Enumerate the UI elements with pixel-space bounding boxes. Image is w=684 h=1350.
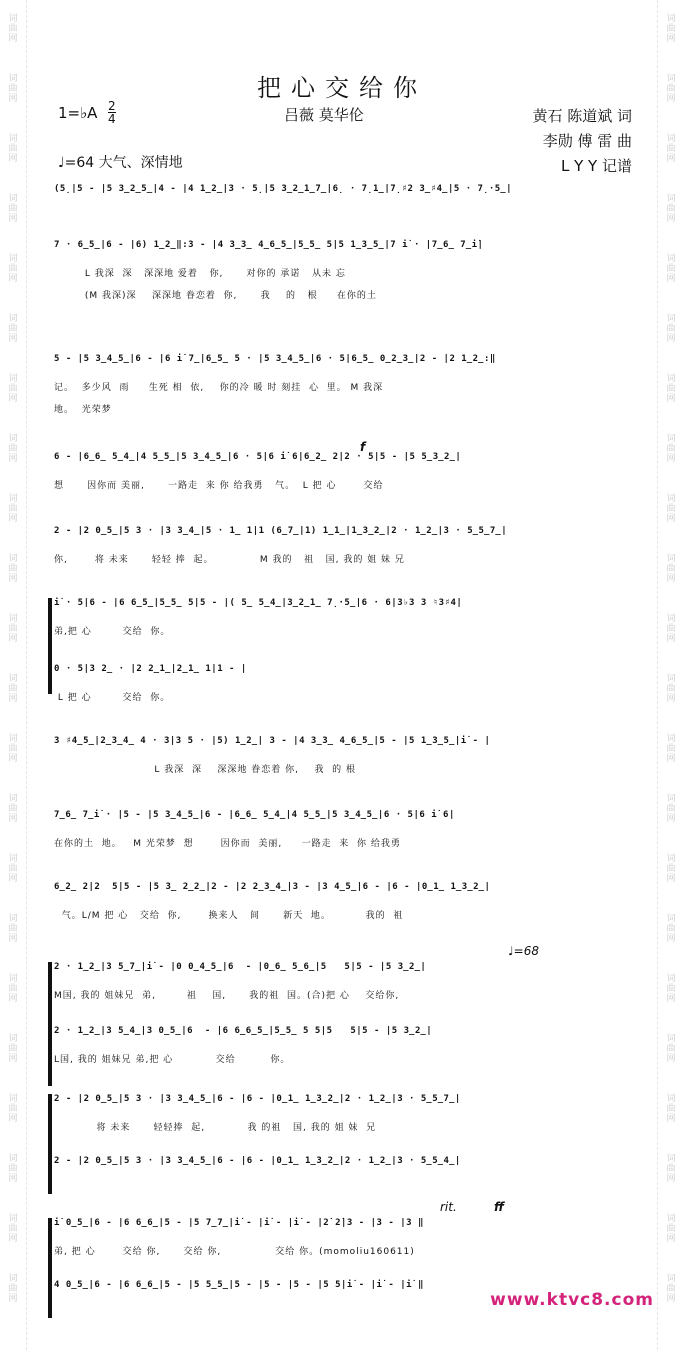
watermark-text: 词 曲 网 [666,1154,676,1184]
notation-line: 6̲2̲ 2|2 5|5 - |5 3̲ 2̲2̲|2 - |2 2̲3̲4̲|3 - |3 4̲5̲|6 - |6 - |0̲1̲ 1̲3̲2̲| [54,882,491,892]
composer: 李勋 傅 雷 曲 [542,132,632,150]
singers: 吕薇 莫华伦 [284,106,364,124]
score-system [54,526,644,574]
watermark-left [0,0,27,1350]
watermark-text: 词 曲 网 [8,1154,18,1184]
lyric-line: (M 我深)深 深深地 眷恋着 你, 我 的 根 在你的土 [54,291,377,301]
score-system [54,240,644,310]
score-system [54,1026,644,1074]
lyric-line: 记。 多少风 雨 生死 相 依, 你的冷 暖 时 刻挂 心 里。 M 我深 [54,383,384,393]
notation-line: 2 - |2 0̲5̲|5 3 · |3 3̲4̲5̲|6 - |6 - |0̲1̲ 1̲3̲2̲|2 · 1̲2̲|3 · 5̲5̲4̲| [54,1156,461,1166]
score-system [54,810,644,858]
notation-line: 2 - |2 0̲5̲|5 3 · |3 3̲4̲|5 · 1̲ 1|1 (6̲7̲|1) 1̲1̲|1̲3̲2̲|2 · 1̲2̲|3 · 5̲5̲7̲| [54,526,508,536]
watermark-text: 词 曲 网 [666,914,676,944]
system-bracket [48,962,52,1086]
watermark-text: 词 曲 网 [666,1094,676,1124]
notation-line: 6 - |6̲6̲ 5̲4̲|4 5̲5̲|5 3̲4̲5̲|6 · 5|6 i̇ 6|6̲2̲ 2|2 · 5|5 - |5 5̲3̲2̲| [54,452,462,462]
notation-line: 7 · 6̲5̲|6 - |6) 1̲2̲‖:3 - |4 3̲3̲ 4̲6̲5̲|5̲5̲ 5|5 1̲3̲5̲|7 i̇ · |7̲6̲ 7̲i̇| [54,240,484,250]
system-bracket [48,1218,52,1318]
notation-line: (5̣|5 - |5 3̲2̲5̲|4 - |4 1̲2̲|3 · 5̣|5 3̲2̲1̲7̲|6̣ · 7̣1̲|7̣♯2 3̲♯4̲|5 · 7̣·5̲| [54,184,513,194]
watermark-text: 词 曲 网 [666,74,676,104]
lyric-line: 想 因你而 美丽, 一路走 来 你 给我勇 气。 L 把 心 交给 [54,481,384,491]
watermark-text: 词 曲 网 [8,734,18,764]
watermark-text: 词 曲 网 [666,194,676,224]
watermark-text: 词 曲 网 [666,554,676,584]
notation-line: i̇ · 5|6 - |6 6̲5̲|5̲5̲ 5|5 - |( 5̲ 5̲4̲|3̲2̲1̲ 7̣·5̲|6 · 6|3♭3 3 ♮3♯4| [54,598,463,608]
watermark-text: 词 曲 网 [666,1274,676,1304]
watermark-text: 词 曲 网 [8,554,18,584]
ff-marking: ff [494,1200,504,1214]
watermark-text: 词 曲 网 [666,134,676,164]
credits [508,104,632,179]
lyric-line: 将 未来 轻轻捧 起, 我 的祖 国, 我的 姐 妹 兄 [54,1123,377,1133]
lyric-line: L 把 心 交给 你。 [54,693,171,703]
lyric-line: M国, 我的 姐妹兄 弟, 祖 国, 我的祖 国。(合)把 心 交给你, [54,991,400,1001]
score-system [54,962,644,1010]
score-system [54,1156,644,1182]
time-top: 2 [108,99,116,113]
lyric-line: 弟,把 心 交给 你。 [54,627,171,637]
song-title: 把心交给你 [257,74,427,102]
lyricist: 黄石 陈道斌 词 [532,107,632,125]
lyric-line: L 我深 深 深深地 爱着 你, 对你的 承诺 从未 忘 [54,269,346,279]
watermark-text: 词 曲 网 [8,854,18,884]
watermark-text: 词 曲 网 [8,74,18,104]
notation-line: 3 ♯4̲5̲|2̲3̲4̲ 4 · 3|3 5 · |5) 1̲2̲| 3 - |4 3̲3̲ 4̲6̲5̲|5 - |5 1̲3̲5̲|i̇ - | [54,736,491,746]
watermark-text: 词 曲 网 [8,434,18,464]
watermark-text: 词 曲 网 [666,854,676,884]
tempo-change: ♩=68 [508,944,539,958]
site-watermark: www.ktvc8.com [490,1290,654,1310]
watermark-text: 词 曲 网 [8,494,18,524]
notation-line: i̇ 0̲5̲|6 - |6 6̲6̲|5 - |5 7̲7̲|i̇ - |i̇ - |i̇ - |2̇ 2̇|3 - |3 - |3 ‖ [54,1218,424,1228]
watermark-text: 词 曲 网 [666,1214,676,1244]
f-marking: f [360,440,366,454]
watermark-text: 词 曲 网 [666,734,676,764]
score-system [54,452,644,500]
lyric-line: 在你的土 地。 M 光荣梦 想 因你而 美丽, 一路走 来 你 给我勇 [54,839,401,849]
notation-line: 4 0̲5̲|6 - |6 6̲6̲|5 - |5 5̲5̲|5 - |5 - |5 - |5 5|i̇ - |i̇ - |i̇ ‖ [54,1280,424,1290]
watermark-text: 词 曲 网 [8,1214,18,1244]
watermark-text: 词 曲 网 [8,314,18,344]
notation-line: 2 · 1̲2̲|3 5̲7̲|i̇ - |0 0̲4̲5̲|6 - |0̲6̲ 5̲6̲|5 5|5 - |5 3̲2̲| [54,962,427,972]
rit-marking: rit. [440,1200,457,1214]
time-bottom: 4 [108,112,116,126]
watermark-text: 词 曲 网 [666,494,676,524]
watermark-text: 词 曲 网 [666,254,676,284]
watermark-text: 词 曲 网 [666,434,676,464]
notation-line: 5 - |5 3̲4̲5̲|6 - |6 i̇ 7̲|6̲5̲ 5 · |5 3̲4̲5̲|6 · 5|6̲5̲ 0̲2̲3̲|2 - |2 1̲2̲:‖ [54,354,496,364]
score-system [54,598,644,646]
score-system [54,882,644,930]
lyric-line: L 我深 深 深深地 眷恋着 你, 我 的 根 [54,765,357,775]
notation-line: 0 · 5|3 2̲ · |2 2̲1̲|2̲1̲ 1|1 - | [54,664,247,674]
watermark-text: 词 曲 网 [8,254,18,284]
notation-line: 2 - |2 0̲5̲|5 3 · |3 3̲4̲5̲|6 - |6 - |0̲1̲ 1̲3̲2̲|2 · 1̲2̲|3 · 5̲5̲7̲| [54,1094,461,1104]
watermark-text: 词 曲 网 [8,374,18,404]
notation-line: 2 · 1̲2̲|3 5̲4̲|3 0̲5̲|6 - |6 6̲6̲5̲|5̲5̲ 5 5|5 5|5 - |5 3̲2̲| [54,1026,433,1036]
watermark-text: 词 曲 网 [8,974,18,1004]
watermark-text: 词 曲 网 [666,1034,676,1064]
watermark-text: 词 曲 网 [666,794,676,824]
watermark-text: 词 曲 网 [666,674,676,704]
score-system [54,1094,644,1142]
watermark-text: 词 曲 网 [666,314,676,344]
lyric-line: 弟, 把 心 交给 你, 交给 你, 交给 你。(momoliu160611) [54,1247,415,1257]
lyric-line: L国, 我的 姐妹兄 弟,把 心 交给 你。 [54,1055,291,1065]
time-signature [108,100,116,125]
tempo-marking: ♩=64 大气、深情地 [58,155,183,171]
watermark-right [657,0,684,1350]
watermark-text: 词 曲 网 [8,1094,18,1124]
watermark-text: 词 曲 网 [8,1274,18,1304]
lyric-line: 地。 光荣梦 [54,405,112,415]
watermark-text: 词 曲 网 [8,674,18,704]
system-bracket [48,1094,52,1194]
score-system [54,1218,644,1266]
watermark-text: 词 曲 网 [666,614,676,644]
watermark-text: 词 曲 网 [666,974,676,1004]
transcriber: L Y Y 记谱 [561,157,632,175]
score-system [54,354,644,424]
lyric-line: 气。L/M 把 心 交给 你, 换来人 间 新天 地。 我的 祖 [54,911,404,921]
watermark-text: 词 曲 网 [8,614,18,644]
watermark-text: 词 曲 网 [8,194,18,224]
watermark-text: 词 曲 网 [8,1034,18,1064]
score-system [54,664,644,712]
score-system [54,184,644,210]
watermark-text: 词 曲 网 [666,14,676,44]
watermark-text: 词 曲 网 [666,374,676,404]
watermark-text: 词 曲 网 [8,914,18,944]
system-bracket [48,598,52,694]
watermark-text: 词 曲 网 [8,794,18,824]
watermark-text: 词 曲 网 [8,134,18,164]
score-system [54,736,644,784]
lyric-line: 你, 将 未来 轻轻 捧 起。 M 我的 祖 国, 我的 姐 妹 兄 [54,555,405,565]
watermark-text: 词 曲 网 [8,14,18,44]
key-signature: 1=♭A [58,104,98,122]
notation-line: 7̲6̲ 7̲i̇ · |5 - |5 3̲4̲5̲|6 - |6̲6̲ 5̲4̲|4 5̲5̲|5 3̲4̲5̲|6 · 5|6 i̇ 6| [54,810,455,820]
